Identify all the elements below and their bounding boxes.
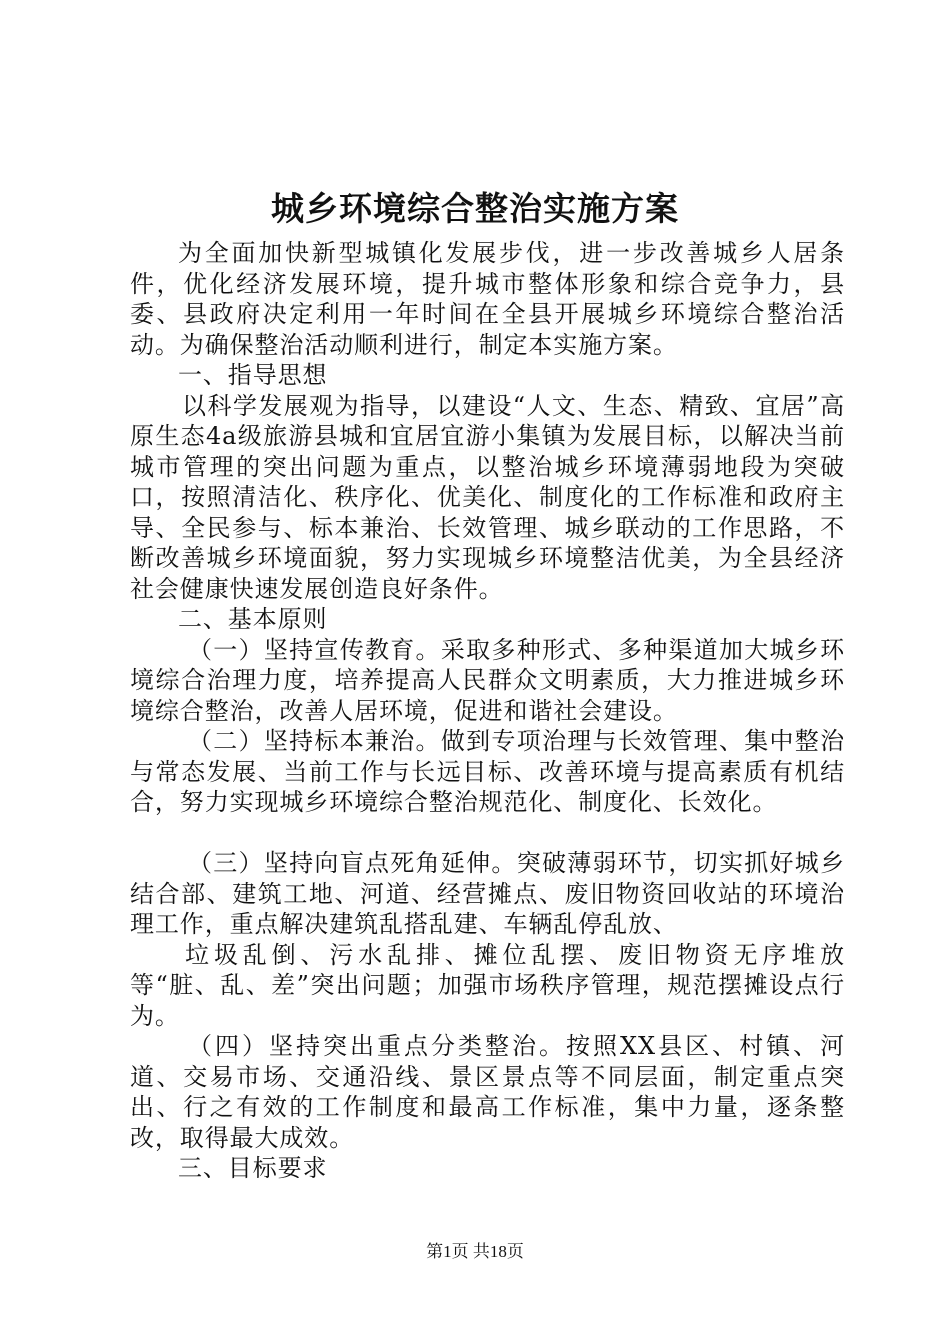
document-body: [130, 238, 845, 1184]
blank-line: [130, 818, 845, 849]
paragraph-principle-3-continued: 垃圾乱倒、污水乱排、摊位乱摆、废旧物资无序堆放等“脏、乱、差”突出问题；加强市场秩序管理，规范摆摊设点行为。: [130, 940, 845, 1030]
paragraph-principle-2: （二）坚持标本兼治。做到专项治理与长效管理、集中整治与常态发展、当前工作与长远目标、改善环境与提高素质有机结合，努力实现城乡环境综合整治规范化、制度化、长效化。: [130, 727, 845, 816]
paragraph-principle-1: （一）坚持宣传教育。采取多种形式、多种渠道加大城乡环境综合治理力度，培养提高人民群众文明素质，大力推进城乡环境综合整治，改善人居环境，促进和谐社会建设。: [130, 635, 845, 725]
section-heading-guiding-ideology: 一、指导思想: [178, 361, 328, 389]
paragraph-principle-4: （四）坚持突出重点分类整治。按照XX县区、村镇、河道、交易市场、交通沿线、景区景点等不同层面，制定重点突出、行之有效的工作制度和最高工作标准，集中力量，逐条整改，取得最大成效。: [130, 1032, 845, 1152]
page-number: 第1页 共18页: [426, 1242, 524, 1261]
section-heading-basic-principles: 二、基本原则: [178, 605, 328, 633]
paragraph-intro: 为全面加快新型城镇化发展步伐，进一步改善城乡人居条件，优化经济发展环境，提升城市整体形象和综合竞争力，县委、县政府决定利用一年时间在全县开展城乡环境综合整治活动。为确保整治活动顺利进行，制定本实施方案。: [130, 239, 845, 359]
section-heading-goals: 三、目标要求: [178, 1154, 328, 1182]
document-title: 城乡环境综合整治实施方案: [271, 189, 679, 228]
paragraph-guiding-ideology: 以科学发展观为指导，以建设“人文、生态、精致、宜居”高原生态4a级旅游县城和宜居宜游小集镇为发展目标，以解决当前城市管理的突出问题为重点，以整治城乡环境薄弱地段为突破口，按照清洁化、秩序化、优美化、制度化的工作标准和政府主导、全民参与、标本兼治、长效管理、城乡联动的工作思路，不断改善城乡环境面貌，努力实现城乡环境整洁优美，为全县经济社会健康快速发展创造良好条件。: [130, 391, 845, 603]
paragraph-principle-3: （三）坚持向盲点死角延伸。突破薄弱环节，切实抓好城乡结合部、建筑工地、河道、经营摊点、废旧物资回收站的环境治理工作，重点解决建筑乱搭乱建、车辆乱停乱放、: [130, 849, 845, 938]
